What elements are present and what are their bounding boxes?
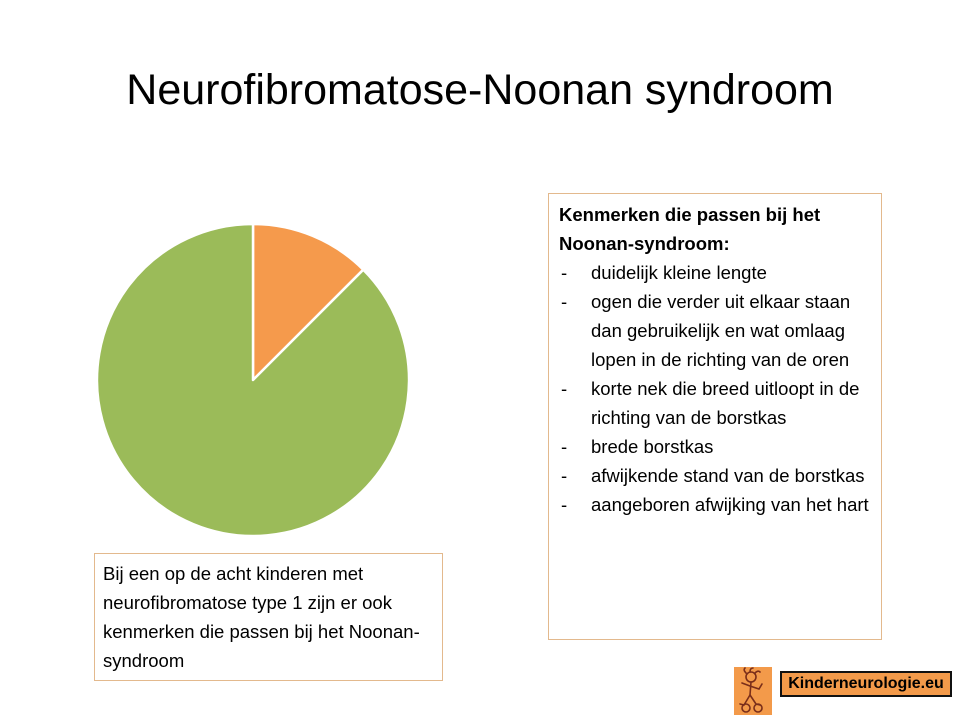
feature-text: ogen die verder uit elkaar staan dan gebruikelijk en wat omlaag lopen in de richting van de oren	[591, 291, 851, 370]
bullet-dash: -	[561, 465, 568, 486]
feature-text: duidelijk kleine lengte	[591, 262, 767, 283]
note-box	[94, 553, 443, 681]
list-item	[559, 258, 871, 287]
feature-text: korte nek die breed uitloopt in de richting van de borstkas	[591, 378, 860, 428]
list-item	[559, 374, 871, 432]
bullet-dash: -	[561, 291, 568, 312]
features-box	[548, 193, 882, 640]
pie-slice-1	[97, 224, 409, 536]
slide-title: Neurofibromatose-Noonan syndroom	[126, 66, 834, 114]
pie-chart	[96, 223, 410, 537]
bullet-dash: -	[561, 494, 568, 515]
list-item	[559, 461, 871, 490]
bullet-dash: -	[561, 436, 568, 457]
features-list	[559, 258, 871, 519]
list-item	[559, 432, 871, 461]
note-text: Bij een op de acht kinderen met neurofibromatose type 1 zijn er ook kenmerken die passen bij het Noonan-syndroom	[103, 563, 420, 671]
child-figure-icon	[734, 667, 772, 715]
bullet-dash: -	[561, 262, 568, 283]
features-heading: Kenmerken die passen bij het Noonan-syndroom:	[559, 204, 821, 254]
feature-text: brede borstkas	[591, 436, 714, 457]
logo-text: Kinderneurologie.eu	[780, 671, 952, 697]
list-item	[559, 287, 871, 374]
feature-text: afwijkende stand van de borstkas	[591, 465, 865, 486]
logo[interactable]	[734, 667, 952, 715]
feature-text: aangeboren afwijking van het hart	[591, 494, 869, 515]
list-item	[559, 490, 871, 519]
bullet-dash: -	[561, 378, 568, 399]
